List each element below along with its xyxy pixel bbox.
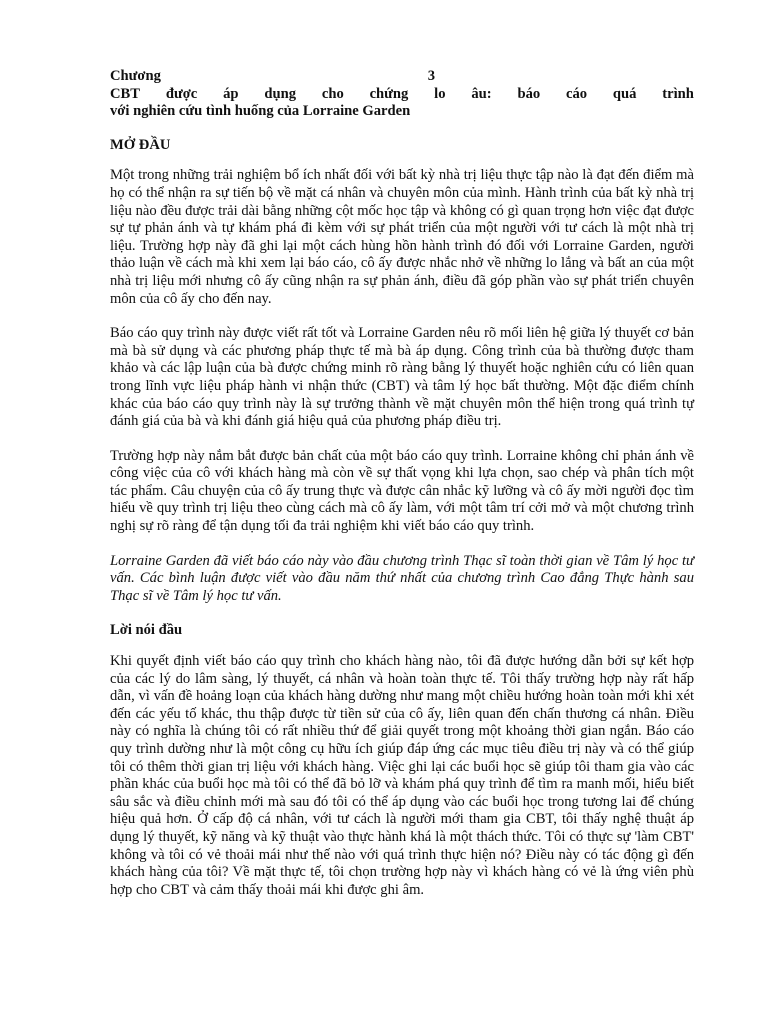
title-word: áp xyxy=(223,85,239,102)
preface-paragraph-1: Khi quyết định viết báo cáo quy trình cho khách hàng nào, tôi đã được hướng dẫn bởi sự kết hợp của các lý do lâm sàng, lý thuyết, cá nhân và hoàn toàn thực tế. Tôi thấy trường hợp này rất hấp dẫn, vì vấn đề hoảng loạn của khách hàng dường như mang một chiều hướng hoàn toàn mới khi xét đến các yếu tố khác, thu thập được từ tiền sử của cô ấy, liên quan đến chấn thương cá nhân. Điều này có nghĩa là chúng tôi có rất nhiều thứ để giải quyết trong một khoảng thời gian ngắn. Báo cáo quy trình dường như là một công cụ hữu ích giúp đáp ứng các mục tiêu điều trị này và có thể giúp tôi có thêm thời gian trị liệu với khách hàng. Việc ghi lại các buổi học sẽ giúp tôi tham gia vào các phần khác của buổi học mà tôi có thể đã bỏ lỡ và khám phá quy trình để tìm ra manh mối, hiểu biết sâu sắc và điều chỉnh mới mà sau đó tôi có thể áp dụng vào các buổi học trong tương lai để chúng hiệu quả hơn. Ở cấp độ cá nhân, với tư cách là người mới tham gia CBT, tôi thấy nghệ thuật áp dụng lý thuyết, kỹ năng và kỹ thuật vào thực hành khá là một thách thức. Tôi có thực sự 'làm CBT' không và tôi có vẻ thoải mái như thế nào với quá trình thực hiện nó? Điều này có tác động gì đến khách hàng của tôi? Về mặt thực tế, tôi chọn trường hợp này vì khách hàng có vẻ là ứng viên phù hợp cho CBT và cảm thấy thoải mái khi được ghi âm. xyxy=(110,653,694,898)
title-word: cáo xyxy=(566,85,588,102)
title-word: được xyxy=(165,85,198,102)
intro-paragraph-3: Trường hợp này nắm bắt được bản chất của một báo cáo quy trình. Lorraine không chỉ phản ánh về công việc của cô với khách hàng mà còn về sự thất vọng khi lựa chọn, sao chép và phân tích một tác phẩm. Câu chuyện của cô ấy trung thực và được cân nhắc kỹ lưỡng và cô ấy mời người đọc tìm hiểu về quy trình trị liệu theo cùng cách mà cô ấy làm, với một tâm trí cởi mở và một chương trình nghị sự rõ ràng để tận dụng tối đa trải nghiệm khi viết báo cáo quy trình. xyxy=(110,447,694,535)
title-word: cho xyxy=(321,85,344,102)
title-word: báo xyxy=(517,85,541,102)
title-word: âu: xyxy=(471,85,492,102)
title-word: lo xyxy=(434,85,446,102)
title-word: chứng xyxy=(369,85,409,102)
chapter-heading-line xyxy=(110,68,435,86)
chapter-title-line xyxy=(110,86,694,104)
document-page xyxy=(110,68,694,916)
intro-heading: MỞ ĐẦU xyxy=(110,136,171,153)
intro-note: Lorraine Garden đã viết báo cáo này vào đầu chương trình Thạc sĩ toàn thời gian về Tâm lý học tư vấn. Các bình luận được viết vào đầu năm thứ nhất của chương trình Cao đẳng Thực hành sau Thạc sĩ về Tâm lý học tư vấn. xyxy=(110,552,694,604)
intro-paragraph-1: Một trong những trải nghiệm bổ ích nhất đối với bất kỳ nhà trị liệu thực tập nào là đạt đến điểm mà họ có thể nhận ra sự tiến bộ về mặt cá nhân và chuyên môn của mình. Hành trình của bất kỳ nhà trị liệu nào đều được trải dài bằng những cột mốc học tập và không có gì quan trọng hơn việc đạt được sự tự phản ánh và tự khám phá đi kèm với sự phát triển của một người với tư cách là một nhà trị liệu. Trường hợp này đã ghi lại một cách hùng hồn hành trình đó đối với Lorraine Garden, người thảo luận về cách mà khi xem lại báo cáo, cô ấy được nhắc nhở về những lo lắng và bất an của một nhà trị liệu mới nhưng cô ấy cũng nhận ra sự phản ánh, điều đã góp phần vào sự phát triển chuyên môn của cô ấy cho đến nay. xyxy=(110,167,694,307)
intro-paragraph-2: Báo cáo quy trình này được viết rất tốt và Lorraine Garden nêu rõ mối liên hệ giữa lý thuyết cơ bản mà bà sử dụng và các phương pháp thực tế mà bà áp dụng. Công trình của bà thường được tham khảo và các lập luận của bà được chứng minh rõ ràng bằng lý thuyết hoặc nghiên cứu có liên quan trong lĩnh vực liệu pháp hành vi nhận thức (CBT) và tâm lý học bất thường. Một đặc điểm chính khác của báo cáo quy trình này là sự trưởng thành về mặt chuyên môn thể hiện trong quá trình tự đánh giá của bà và khi đánh giá hiệu quả của phương pháp điều trị. xyxy=(110,325,694,430)
chapter-subtitle: với nghiên cứu tình huống của Lorraine Garden xyxy=(110,103,411,120)
title-word: dụng xyxy=(264,85,297,102)
chapter-number: 3 xyxy=(427,68,435,84)
chapter-title xyxy=(110,68,694,121)
title-word: CBT xyxy=(110,85,141,102)
title-word: trình xyxy=(662,85,694,102)
title-word: quá xyxy=(612,85,637,102)
chapter-label: Chương xyxy=(110,68,161,84)
preface-heading: Lời nói đầu xyxy=(110,622,183,639)
